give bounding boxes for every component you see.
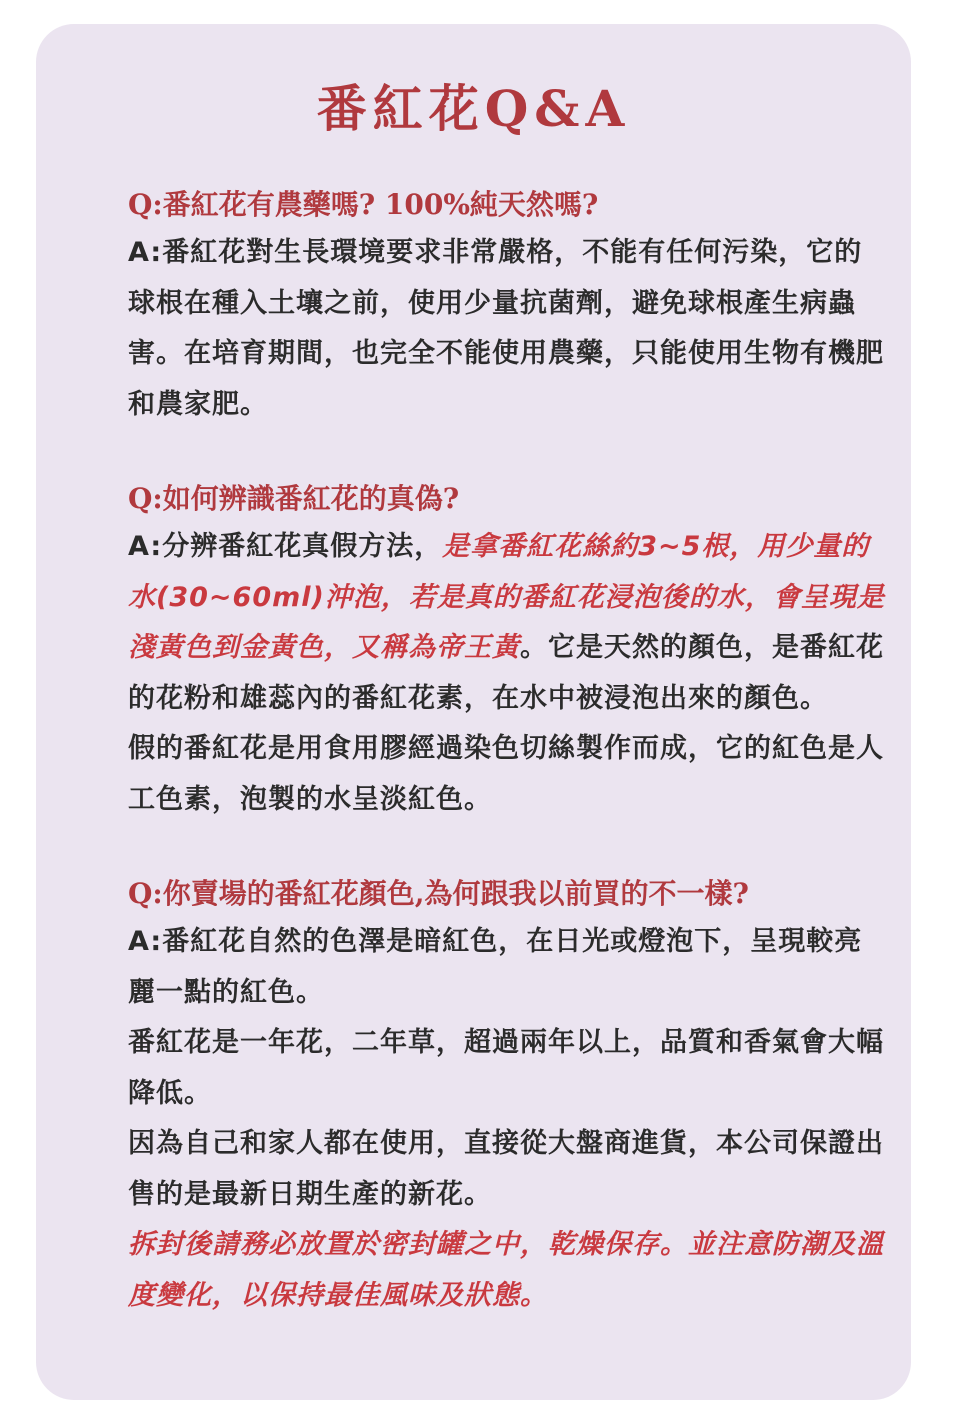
answer-color-quality: 番紅花是一年花，二年草，超過兩年以上，品質和香氣會大幅降低。 (128, 1027, 884, 1109)
qa-card (36, 24, 911, 1400)
page-title: 番紅花Q&A (316, 79, 631, 138)
answer-authenticity-fake: 假的番紅花是用食用膠經過染色切絲製作而成，它的紅色是人工色素，泡製的水呈淡紅色。 (128, 733, 884, 815)
section-gap (128, 430, 888, 480)
answer-authenticity-prefix: A:分辨番紅花真假方法， (128, 531, 443, 562)
question-pesticide: Q:番紅花有農藥嗎? 100%純天然嗎? (128, 188, 599, 221)
answer-authenticity-highlight: 是拿番紅花絲約3~5根，用少量的水(30~60ml)沖泡，若是真的番紅花浸泡後的水，會呈現是淺黃色到金黃色，又稱為帝王黃 (128, 531, 885, 663)
question-color: Q:你賣場的番紅花顏色,為何跟我以前買的不一樣? (128, 877, 749, 910)
qa-content (128, 186, 888, 1321)
question-authenticity: Q:如何辨識番紅花的真偽? (128, 482, 460, 515)
answer-authenticity-suffix: 。它是天然的顏色，是番紅花的花粉和雄蕊內的番紅花素，在水中被浸泡出來的顏色。 (128, 632, 884, 714)
answer-pesticide: A:番紅花對生長環境要求非常嚴格，不能有任何污染，它的球根在種入土壤之前，使用少量抗菌劑，避免球根產生病蟲害。在培育期間，也完全不能使用農藥，只能使用生物有機肥和農家肥。 (128, 237, 884, 420)
qa-item-authenticity (128, 480, 888, 825)
answer-color: A:番紅花自然的色澤是暗紅色，在日光或燈泡下，呈現較亮麗一點的紅色。 (128, 926, 863, 1008)
answer-authenticity (128, 522, 888, 724)
answer-color-storage-note: 拆封後請務必放置於密封罐之中，乾燥保存。並注意防潮及溫度變化，以保持最佳風味及狀態。 (128, 1229, 884, 1311)
qa-item-pesticide (128, 186, 888, 430)
section-gap (128, 825, 888, 875)
qa-item-color (128, 875, 888, 1321)
answer-color-supply: 因為自己和家人都在使用，直接從大盤商進貨，本公司保證出售的是最新日期生產的新花。 (128, 1128, 884, 1210)
